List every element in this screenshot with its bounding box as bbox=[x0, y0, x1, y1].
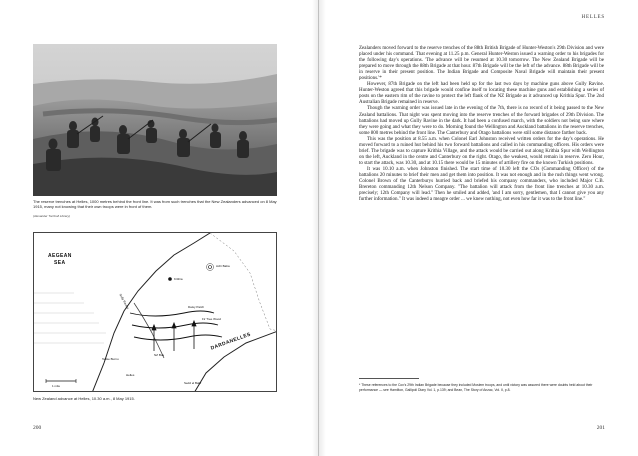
photo-caption: The reserve trenches at Helles, 1000 metres behind the front line. It was from such trenches that the New Zealanders advanced on 8 May 1915, many not knowing that their own troops were in front of them. bbox=[33, 199, 277, 210]
paragraph: It was 10.10 a.m. when Johnston finished. The start time of 10.30 left the COs (Commanding Officer) of the battalions 20 minutes to brief their men and get them into position. It was not enough and in the rush things went wrong. Colonel Brown of the Canterburys hurried back and briefed his company commanders, who included Major C.B. Brereton commanding 12th Nelson Company. "The battalion will attack from the front line trenches at 10.30 a.m. precisely; 12th Company will lead." Then he smiled and added, 'and I am sorry, gentlemen, that I cannot give you any further information." It was indeed a meagre order ... we knew nothing, not even how far it was to the front line." bbox=[359, 166, 604, 203]
map-label-aegean: AEGEAN bbox=[48, 253, 72, 259]
footnote: * These references to the Cox's 29th Indian Brigade because they included Moslem troops, and until victory was assured there were doubts held about their performance — see Hamilton, Gallipoli Diary Vol. 1, p.139; and Bean, The Story of Anzac, Vol. II, p.8. bbox=[359, 383, 593, 392]
running-head: HELLES bbox=[581, 15, 605, 20]
trench-photograph bbox=[33, 44, 277, 196]
right-folio: 201 bbox=[596, 425, 605, 431]
helles-map bbox=[33, 232, 277, 392]
paragraph: Though the warning order was issued late in the evening of the 7th, there is no record of it being passed to the New Zealand battalions. That night was spent moving into the reserve trenches of the forward brigades of 29th Division. The battalions had moved up Gully Ravine in the dark. It had been a confused march, with the soldiers not being sure where they were going and what they were to do. Morning found the Wellington and Auckland battalions in the reserve trenches, some 800 metres behind the front line. The Canterbury and Otago battalions were still some distance farther back. bbox=[359, 106, 604, 136]
paragraph: This was the position at 8.55 a.m. when Colonel Earl Johnston received written orders for the day's operations. He moved forward to a ruined hut behind his two forward battalions and called in his commanding officers. His orders were brief. The brigade was to capture Krithia Village, and the attack would be carried out along Krithia Spur with Wellington on the left, Auckland in the centre and Canterbury on the right. Otago, the weakest, would remain in reserve. Zero Hour, to start the attack, was 10.30, and at 10.15 there would be 15 minutes of artillery fire on the known Turkish positions. bbox=[359, 136, 604, 166]
paragraph: Zealanders moved forward to the reserve trenches of the 88th British Brigade of Hunter-Weston's 29th Division and were placed under his command. That evening at 11.25 p.m. General Hunter-Weston issued a warning order to his brigades for the following day's operations. 'The advance will be resumed at 10.30 tomorrow. The New Zealand Brigade will be prepared to move through the 88th Brigade at that hour. 87th Brigade will be the left of the advance. 88th Brigade will be in reserve in their present position. The Indian Brigade and Composite Naval Brigade will maintain their present positions.'* bbox=[359, 46, 604, 82]
map-label-dardanelles: DARDANELLES bbox=[210, 331, 252, 352]
map-label-tekke-burnu: Tekke Burnu bbox=[102, 357, 119, 361]
map-label-daisy-patch: Daisy Patch bbox=[188, 305, 205, 309]
body-text bbox=[359, 46, 604, 203]
gutter-shadow bbox=[312, 0, 326, 456]
paragraph: However, 87th Brigade on the left had been held up for the last two days by machine guns above Gully Ravine. Hunter-Weston agreed that this brigade would confine itself to locating these machine guns and establishing a series of posts on the eastern rim of the ravine to protect the left flank of the NZ Brigade as it advanced up Krithia Spur. The 2nd Australian Brigade remained in reserve. bbox=[359, 82, 604, 106]
map-label-krithia: Krithia bbox=[174, 277, 183, 281]
map-label-sedd-el-bahr: Sedd el Bahr bbox=[184, 381, 202, 385]
map-label-helles: Helles bbox=[126, 373, 135, 377]
photo-credit: (Alexander Turnbull Library) bbox=[33, 214, 70, 218]
footnote-rule bbox=[359, 378, 419, 379]
map-caption: New Zealand advance at Helles, 10.30 a.m., 8 May 1915. bbox=[33, 396, 135, 401]
map-label-gully-ravine: Gully Ravine bbox=[118, 293, 130, 310]
trench-photo-image bbox=[33, 44, 277, 196]
map-label-nz-brigade: NZ Bde bbox=[154, 353, 165, 357]
map-label-achi-baba: Achi Baba bbox=[216, 264, 230, 268]
map-label-sea: SEA bbox=[54, 260, 66, 266]
left-folio: 200 bbox=[33, 425, 42, 431]
right-page bbox=[319, 0, 638, 456]
map-label-scale: 1 mile bbox=[52, 384, 61, 388]
map-label-fir-tree-wood: Fir Tree Wood bbox=[202, 317, 221, 321]
